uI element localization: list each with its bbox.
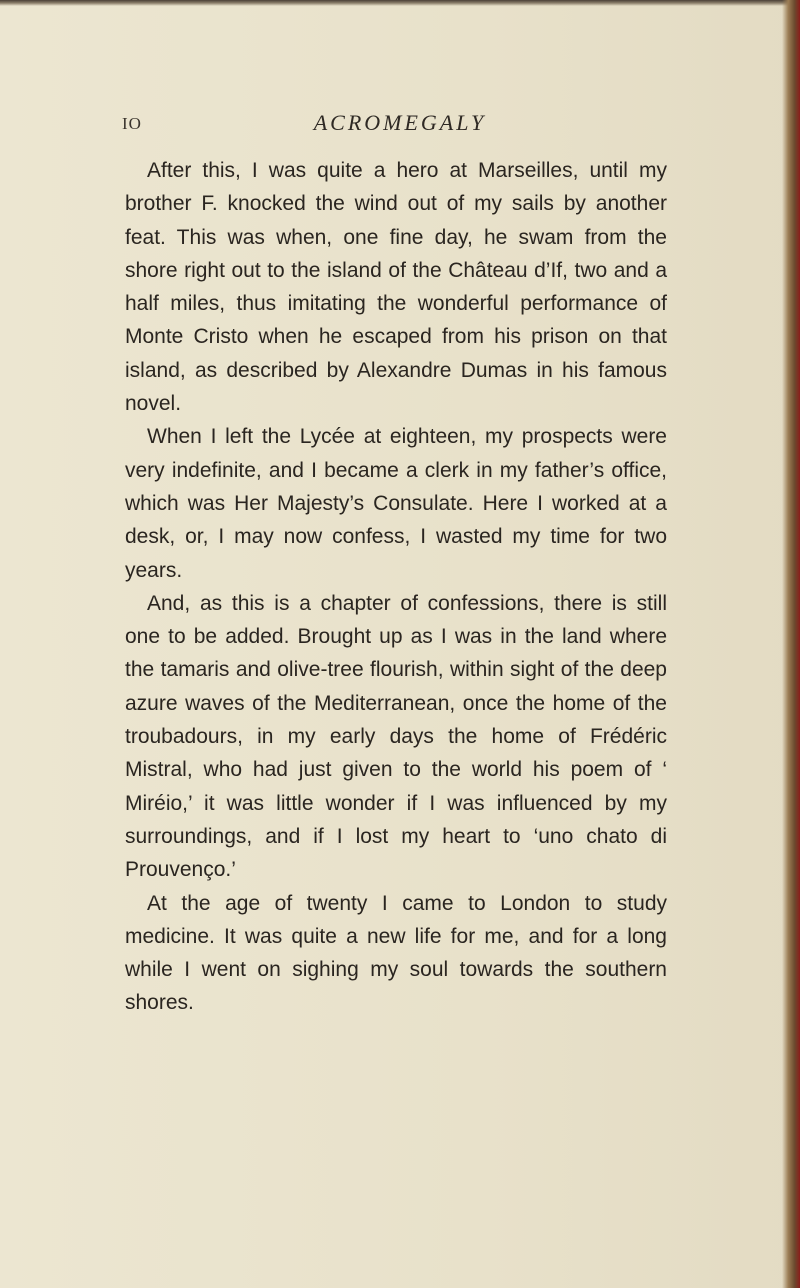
paragraph: At the age of twenty I came to London to study medicine. It was quite a new life for me, and for a long while I went on sighing my soul towards the southern shores.	[125, 891, 667, 1015]
page-header	[0, 110, 800, 144]
page-right-edge-binding	[782, 0, 800, 1288]
body-text	[125, 154, 667, 1020]
page-number: IO	[122, 114, 142, 133]
running-head: ACROMEGALY	[313, 110, 487, 135]
paragraph: And, as this is a chapter of confessions, there is still one to be added. Brought up as I was in the land where the tamaris and olive-tree flourish, within sight of the deep azure waves of the Mediterranean, once the home of the troubadours, in my early days the home of Frédéric Mistral, who had just given to the world his poem of ‘ Miréio,’ it was little wonder if I was influenced by my surroundings, and if I lost my heart to ‘uno chato di Prouvenço.’	[125, 591, 667, 882]
paragraph: When I left the Lycée at eighteen, my prospects were very indefinite, and I became a clerk in my father’s office, which was Her Majesty’s Consulate. Here I worked at a desk, or, I may now confess, I wasted my time for two years.	[125, 425, 667, 582]
paragraph: After this, I was quite a hero at Marseilles, until my brother F. knocked the wind out of my sails by another feat. This was when, one fine day, he swam from the shore right out to the island of the Château d’If, two and a half miles, thus imitating the wonderful performance of Monte Cristo when he escaped from his prison on that island, as described by Alexandre Dumas in his famous novel.	[125, 159, 667, 416]
page-top-edge	[0, 0, 800, 6]
